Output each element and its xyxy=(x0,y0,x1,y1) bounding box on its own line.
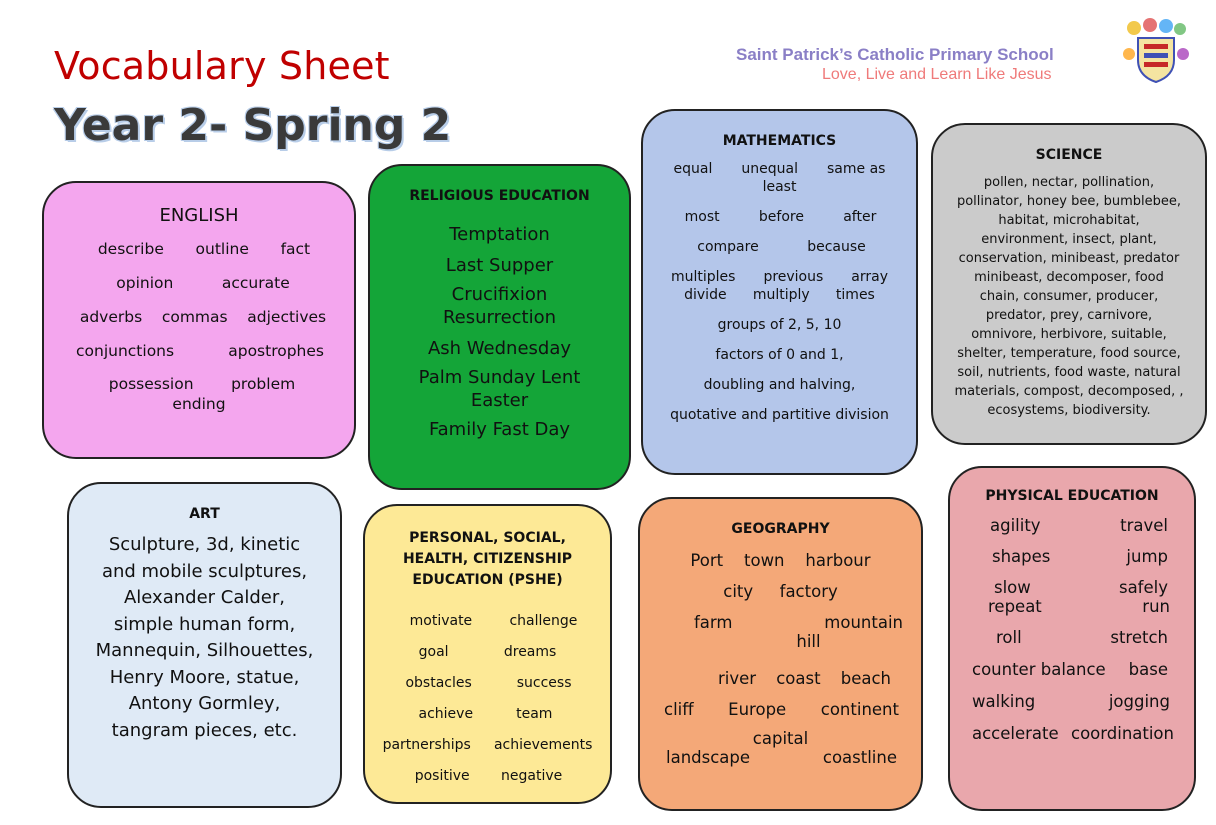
pe-heading: PHYSICAL EDUCATION xyxy=(985,488,1159,504)
word: previous xyxy=(763,269,824,285)
word: stretch xyxy=(1110,628,1168,647)
word: walking xyxy=(972,692,1036,711)
word: dreams xyxy=(503,644,557,660)
word: run xyxy=(1142,597,1170,616)
pshe-heading xyxy=(365,528,610,591)
word: safely xyxy=(1118,578,1168,597)
school-name: Saint Patrick’s Catholic Primary School xyxy=(736,45,1054,64)
word: compare xyxy=(697,239,759,255)
word: same as xyxy=(827,161,886,177)
word: negative xyxy=(501,768,563,784)
word: roll xyxy=(996,628,1022,647)
word: cliff xyxy=(664,700,694,719)
word: Easter xyxy=(470,390,529,411)
word: Crucifixion xyxy=(451,284,548,305)
word: capital xyxy=(752,729,809,748)
page-subtitle: Year 2- Spring 2 xyxy=(54,100,452,151)
word: team xyxy=(516,706,553,722)
re-words xyxy=(370,224,629,440)
science-line: chain, consumer, producer, xyxy=(979,289,1159,304)
english-box xyxy=(42,181,356,459)
science-line: minibeast, decomposer, food xyxy=(974,270,1164,285)
science-line: soil, nutrients, food waste, natural xyxy=(957,365,1181,380)
art-line: and mobile sculptures, xyxy=(101,560,308,582)
word: unequal xyxy=(741,161,798,177)
word: equal xyxy=(673,161,713,177)
word: motivate xyxy=(409,613,473,629)
word: continent xyxy=(820,700,899,719)
art-line: simple human form, xyxy=(113,613,296,635)
art-line: Sculpture, 3d, kinetic xyxy=(108,534,301,555)
pshe-box xyxy=(363,504,612,804)
science-words xyxy=(933,173,1205,420)
mathematics-box xyxy=(641,109,918,475)
word: harbour xyxy=(805,551,871,570)
science-line: conservation, minibeast, predator xyxy=(958,251,1180,266)
word: fact xyxy=(280,240,311,258)
word: achieve xyxy=(418,706,474,722)
word: multiply xyxy=(752,287,810,303)
science-line: materials, compost, decomposed, , xyxy=(954,384,1184,399)
word: jump xyxy=(1126,547,1168,566)
school-motto: Love, Live and Learn Like Jesus xyxy=(822,66,1052,83)
word: slow xyxy=(994,578,1031,597)
word: array xyxy=(851,269,888,285)
word: after xyxy=(843,209,877,225)
art-line: Henry Moore, statue, xyxy=(109,666,300,688)
pe-words xyxy=(950,516,1194,743)
word: groups of 2, 5, 10 xyxy=(717,317,842,333)
word: challenge xyxy=(509,613,578,629)
science-line: omnivore, herbivore, suitable, xyxy=(971,327,1167,342)
word: quotative and partitive division xyxy=(670,407,889,423)
pshe-heading-line: HEALTH, CITIZENSHIP xyxy=(402,551,573,567)
word: adverbs xyxy=(79,308,143,326)
word: doubling and halving, xyxy=(703,377,856,393)
word: opinion xyxy=(116,274,174,292)
word: divide xyxy=(684,287,727,303)
maths-words xyxy=(643,161,916,423)
word: Ash Wednesday xyxy=(427,338,572,359)
art-line: Alexander Calder, xyxy=(123,587,285,608)
word: adjectives xyxy=(247,308,327,326)
physical-education-box xyxy=(948,466,1196,811)
word: goal xyxy=(418,644,449,660)
word: town xyxy=(744,551,785,570)
word: apostrophes xyxy=(228,342,324,360)
word: outline xyxy=(195,240,249,258)
word: Temptation xyxy=(449,224,550,245)
word: problem xyxy=(231,375,296,393)
word: mountain xyxy=(824,613,903,632)
word: jogging xyxy=(1108,692,1170,711)
word: factory xyxy=(779,582,838,601)
word: factors of 0 and 1, xyxy=(715,347,844,363)
pshe-heading-line: EDUCATION (PSHE) xyxy=(412,572,563,588)
word: Palm Sunday Lent xyxy=(418,367,581,388)
re-heading: RELIGIOUS EDUCATION xyxy=(409,188,590,204)
religious-education-box xyxy=(368,164,631,490)
maths-heading: MATHEMATICS xyxy=(722,133,837,149)
science-line: predator, prey, carnivore, xyxy=(985,308,1153,323)
word: shapes xyxy=(992,547,1051,566)
art-line: Mannequin, Silhouettes, xyxy=(95,640,314,661)
word: coastline xyxy=(822,748,897,767)
word: landscape xyxy=(666,748,751,767)
word: farm xyxy=(694,613,733,632)
science-box xyxy=(931,123,1207,445)
geography-box xyxy=(638,497,923,811)
geography-words xyxy=(640,551,921,767)
word: accelerate xyxy=(972,724,1059,743)
english-words xyxy=(44,240,354,413)
word: Port xyxy=(690,551,724,570)
english-heading: ENGLISH xyxy=(159,205,239,226)
word: Europe xyxy=(728,700,787,719)
word: beach xyxy=(840,669,891,688)
word: base xyxy=(1128,660,1168,679)
word: least xyxy=(762,179,797,195)
word: multiples xyxy=(670,269,736,285)
word: coordination xyxy=(1071,724,1174,743)
science-line: pollinator, honey bee, bumblebee, xyxy=(956,194,1182,209)
word: Resurrection xyxy=(442,307,557,328)
art-box xyxy=(67,482,342,808)
science-line: habitat, microhabitat, xyxy=(998,213,1140,228)
art-words xyxy=(69,532,340,744)
word: hill xyxy=(796,632,821,651)
science-heading: SCIENCE xyxy=(1035,147,1103,163)
pshe-heading-line: PERSONAL, SOCIAL, xyxy=(409,530,566,546)
word: city xyxy=(723,582,754,601)
geography-heading: GEOGRAPHY xyxy=(731,521,830,537)
word: Last Supper xyxy=(445,255,554,276)
word: because xyxy=(807,239,866,255)
pshe-words xyxy=(365,613,610,784)
page-title: Vocabulary Sheet xyxy=(54,44,390,88)
word: accurate xyxy=(221,274,290,292)
word: agility xyxy=(990,516,1041,535)
word: river xyxy=(718,669,757,688)
word: achievements xyxy=(493,737,593,753)
school-crest-icon xyxy=(1120,16,1192,84)
word: partnerships xyxy=(382,737,471,753)
word: most xyxy=(684,209,720,225)
word: commas xyxy=(161,308,228,326)
word: coast xyxy=(776,669,821,688)
science-line: shelter, temperature, food source, xyxy=(957,346,1181,361)
word: times xyxy=(835,287,875,303)
word: Family Fast Day xyxy=(428,419,571,440)
word: conjunctions xyxy=(76,342,175,360)
science-line: pollen, nectar, pollination, xyxy=(983,175,1155,190)
word: success xyxy=(516,675,572,691)
word: describe xyxy=(97,240,164,258)
art-line: tangram pieces, etc. xyxy=(111,719,298,741)
word: before xyxy=(758,209,804,225)
science-line: environment, insect, plant, xyxy=(981,232,1157,247)
word: positive xyxy=(414,768,470,784)
word: ending xyxy=(172,395,226,413)
word: repeat xyxy=(988,597,1042,616)
word: obstacles xyxy=(405,675,472,691)
word: travel xyxy=(1120,516,1168,535)
word: possession xyxy=(108,375,194,393)
science-line: ecosystems, biodiversity. xyxy=(987,403,1151,418)
art-line: Antony Gormley, xyxy=(128,693,281,714)
word: counter balance xyxy=(972,660,1106,679)
art-heading: ART xyxy=(189,506,220,522)
